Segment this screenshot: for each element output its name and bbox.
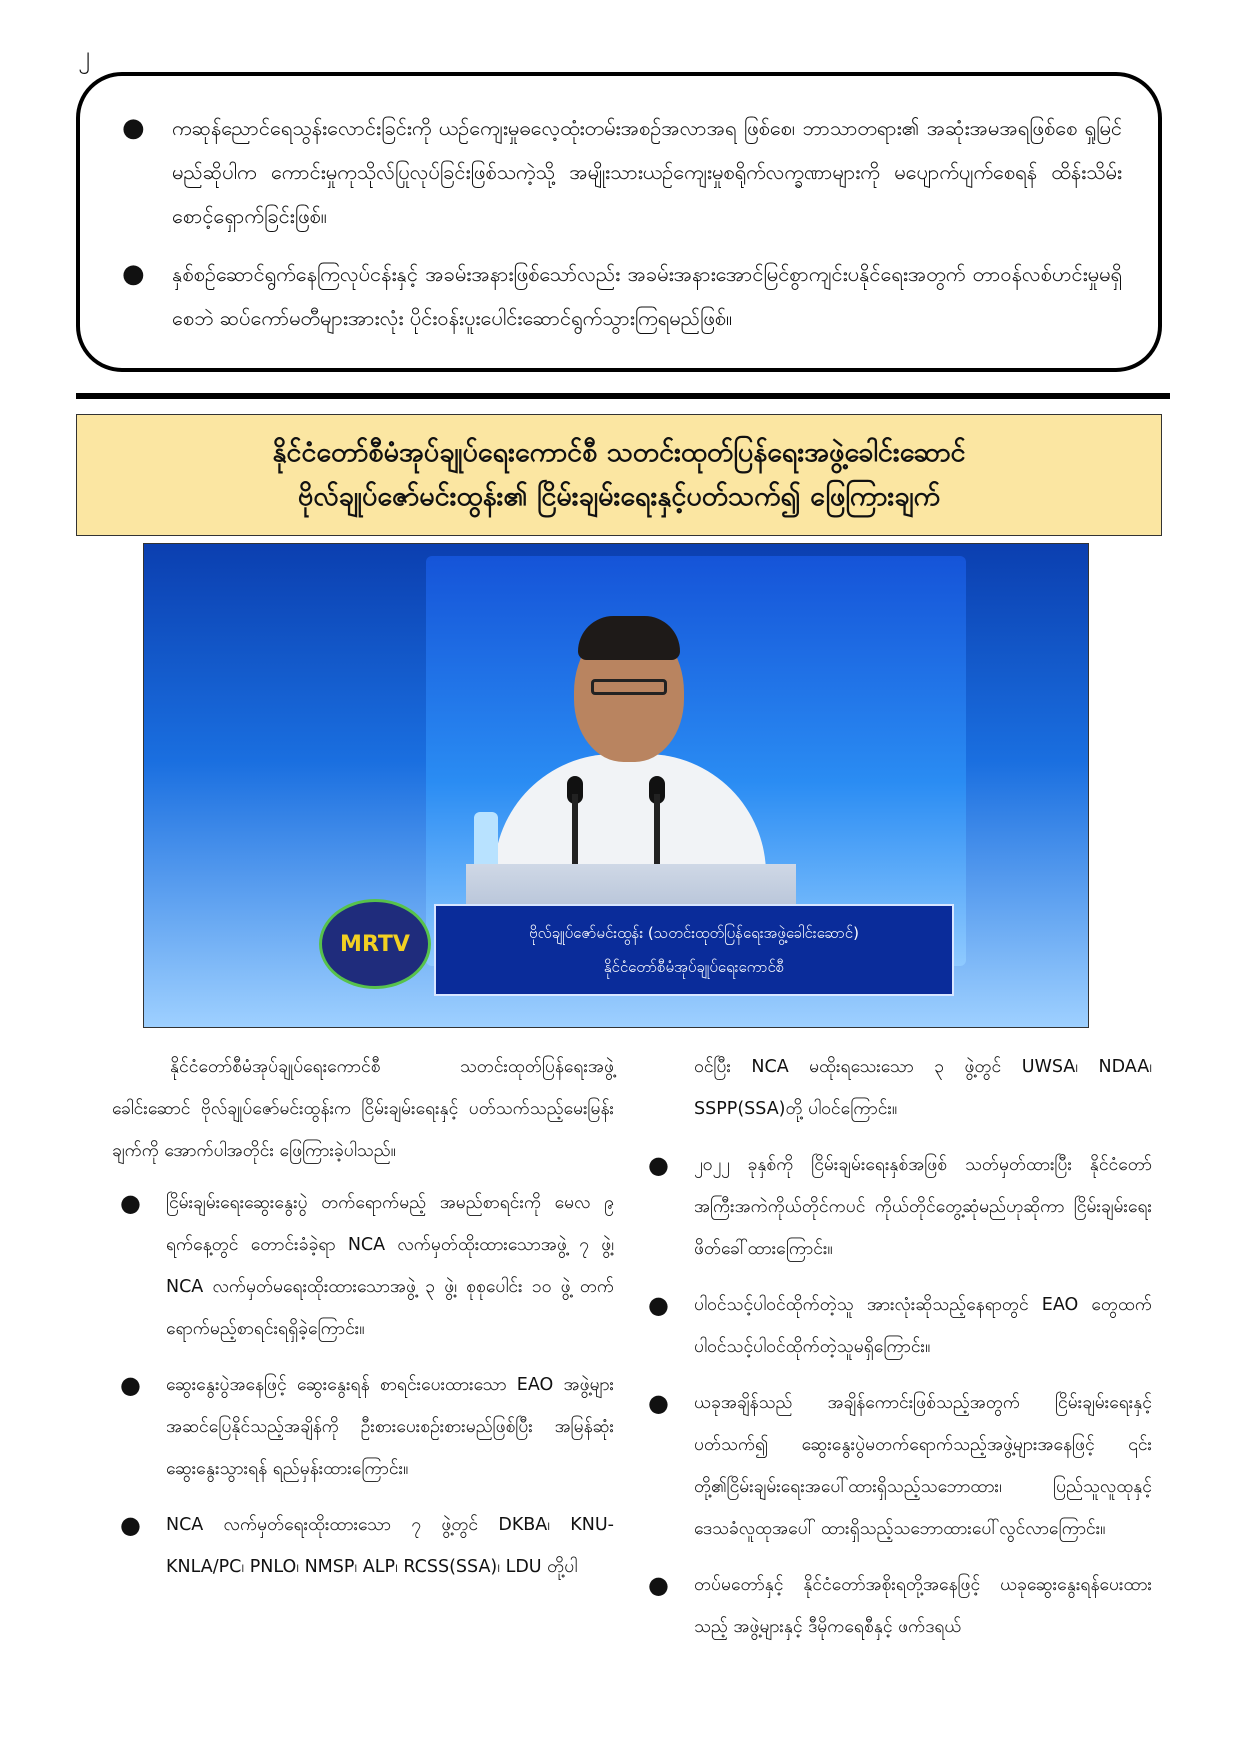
bullet-icon: ● <box>648 1291 669 1319</box>
article-bullet-text: တပ်မတော်နှင့် နိုင်ငံတော်အစိုးရတို့အနေဖြင့် ယခုဆွေးနွေးရန်ပေးထားသည့် အဖွဲ့များနှင့် ဒီမိုကရေစီနှင့် ဖက်ဒရယ် <box>694 1575 1152 1637</box>
article-bullet-text: ဆွေးနွေးပွဲအနေဖြင့် ဆွေးနွေးရန် စာရင်းပေးထားသော EAO အဖွဲ့များ အဆင်ပြေနိုင်သည့်အချိန်ကို ဦးစားပေးစဉ်းစားမည်ဖြစ်ပြီး အမြန်ဆုံးဆွေးနွေးသွားရန် ရည်မှန်းထားကြောင်း။ <box>166 1375 614 1479</box>
article-bullet <box>112 1504 614 1588</box>
photo-caption <box>434 904 954 996</box>
article-column-left <box>112 1046 614 1602</box>
summary-bullet-text: နှစ်စဉ်ဆောင်ရွက်နေကြလုပ်ငန်းနှင့် အခမ်းအနားဖြစ်သော်လည်း အခမ်းအနားအောင်မြင်စွာကျင်းပနိုင်ရေးအတွက် တာဝန်လစ်ဟင်းမှုမရှိစေဘဲ ဆပ်ကော်မတီများအားလုံး ပိုင်းဝန်းပူးပေါင်းဆောင်ရွက်သွားကြရမည်ဖြစ်။ <box>172 262 1122 330</box>
bullet-icon: ● <box>122 113 145 143</box>
summary-box <box>76 72 1162 372</box>
article-bullet <box>640 1382 1152 1550</box>
caption-line-2: နိုင်ငံတော်စီမံအုပ်ချုပ်ရေးကောင်စီ <box>603 958 785 976</box>
article-bullet <box>112 1364 614 1490</box>
headline-box <box>76 414 1162 536</box>
bullet-icon: ● <box>648 1151 669 1179</box>
news-photo <box>143 543 1089 1028</box>
speaker-hair <box>578 616 680 660</box>
bullet-icon: ● <box>120 1371 141 1399</box>
headline-line-2: ဗိုလ်ချုပ်ဇော်မင်းထွန်း၏ ငြိမ်းချမ်းရေးနှင့်ပတ်သက်၍ ဖြေကြားချက် <box>297 481 941 512</box>
bullet-icon: ● <box>120 1511 141 1539</box>
tv-logo: MRTV <box>319 899 431 989</box>
summary-bullet <box>120 252 1122 340</box>
article-bullet <box>112 1182 614 1350</box>
headline-line-1: နိုင်ငံတော်စီမံအုပ်ချုပ်ရေးကောင်စီ သတင်းထုတ်ပြန်ရေးအဖွဲ့ခေါင်းဆောင် <box>272 437 966 468</box>
caption-line-1: ဗိုလ်ချုပ်ဇော်မင်းထွန်း (သတင်းထုတ်ပြန်ရေးအဖွဲ့ခေါင်းဆောင်) <box>529 924 859 942</box>
summary-bullet <box>120 106 1122 238</box>
bullet-icon: ● <box>120 1189 141 1217</box>
article-bullet <box>640 1144 1152 1270</box>
article-bullet <box>640 1564 1152 1648</box>
water-bottle-icon <box>474 812 498 870</box>
bullet-icon: ● <box>122 259 145 289</box>
bullet-icon: ● <box>648 1389 669 1417</box>
article-bullet-text: ၂၀၂၂ ခုနှစ်ကို ငြိမ်းချမ်းရေးနှစ်အဖြစ် သတ်မှတ်ထားပြီး နိုင်ငံတော်အကြီးအကဲကိုယ်တိုင်ကပင် ကိုယ်တိုင်တွေ့ဆုံမည်ဟုဆိုကာ ငြိမ်းချမ်းရေးဖိတ်ခေါ်ထားကြောင်း။ <box>694 1155 1152 1259</box>
bullet-icon: ● <box>648 1571 669 1599</box>
article-bullet-text: ယခုအချိန်သည် အချိန်ကောင်းဖြစ်သည့်အတွက် ငြိမ်းချမ်းရေးနှင့်ပတ်သက်၍ ဆွေးနွေးပွဲမတက်ရောက်သည့်အဖွဲ့များအနေဖြင့် ၎င်းတို့၏ငြိမ်းချမ်းရေးအပေါ်ထားရှိသည့်သဘောထား၊ ပြည်သူလူထုနှင့် ဒေသခံလူထုအပေါ် ထားရှိသည့်သဘောထားပေါ်လွင်လာကြောင်း။ <box>694 1393 1152 1539</box>
article-bullet-text: NCA လက်မှတ်ရေးထိုးထားသော ၇ ဖွဲ့တွင် DKBA၊ KNU-KNLA/PC၊ PNLO၊ NMSP၊ ALP၊ RCSS(SSA)၊ LDU တို့ပါ <box>166 1515 614 1577</box>
article-column-right <box>640 1046 1152 1662</box>
intro-paragraph: နိုင်ငံတော်စီမံအုပ်ချုပ်ရေးကောင်စီ သတင်းထုတ်ပြန်ရေးအဖွဲ့ခေါင်းဆောင် ဗိုလ်ချုပ်ဇော်မင်းထွန်းက ငြိမ်းချမ်းရေးနှင့် ပတ်သက်သည့်မေးမြန်းချက်ကို အောက်ပါအတိုင်း ဖြေကြားခဲ့ပါသည်။ <box>112 1057 614 1161</box>
summary-bullet-text: ကဆုန်ညောင်ရေသွန်းလောင်းခြင်းကို ယဉ်ကျေးမှုဓလေ့ထုံးတမ်းအစဉ်အလာအရ ဖြစ်စေ၊ ဘာသာတရား၏ အဆုံးအမအရဖြစ်စေ ရှုမြင်မည်ဆိုပါက ကောင်းမှုကုသိုလ်ပြုလုပ်ခြင်းဖြစ်သကဲ့သို့ အမျိုးသားယဉ်ကျေးမှုစရိုက်လက္ခဏာများကို မပျောက်ပျက်စေရန် ထိန်းသိမ်းစောင့်ရှောက်ခြင်းဖြစ်။ <box>172 116 1122 228</box>
continuation-text: ဝင်ပြီး NCA မထိုးရသေးသော ၃ ဖွဲ့တွင် UWSA၊ NDAA၊ SSPP(SSA)တို့ ပါဝင်ကြောင်း။ <box>694 1057 1152 1119</box>
page-number: ၂ <box>78 41 90 69</box>
divider <box>76 393 1170 399</box>
speaker-glasses <box>591 679 667 695</box>
article-bullet-text: ငြိမ်းချမ်းရေးဆွေးနွေးပွဲ တက်ရောက်မည့် အမည်စာရင်းကို မေလ ၉ ရက်နေ့တွင် တောင်းခံခဲ့ရာ NCA လက်မှတ်ထိုးထားသောအဖွဲ့ ၇ ဖွဲ့၊ NCA လက်မှတ်မရေးထိုးထားသောအဖွဲ့ ၃ ဖွဲ့၊ စုစုပေါင်း ၁၀ ဖွဲ့ တက်ရောက်မည့်စာရင်းရရှိခဲ့ကြောင်း။ <box>166 1193 614 1339</box>
article-bullet <box>640 1284 1152 1368</box>
article-bullet-text: ပါဝင်သင့်ပါဝင်ထိုက်တဲ့သူ အားလုံးဆိုသည့်နေရာတွင် EAO တွေထက် ပါဝင်သင့်ပါဝင်ထိုက်တဲ့သူမရှိကြောင်း။ <box>694 1295 1152 1357</box>
